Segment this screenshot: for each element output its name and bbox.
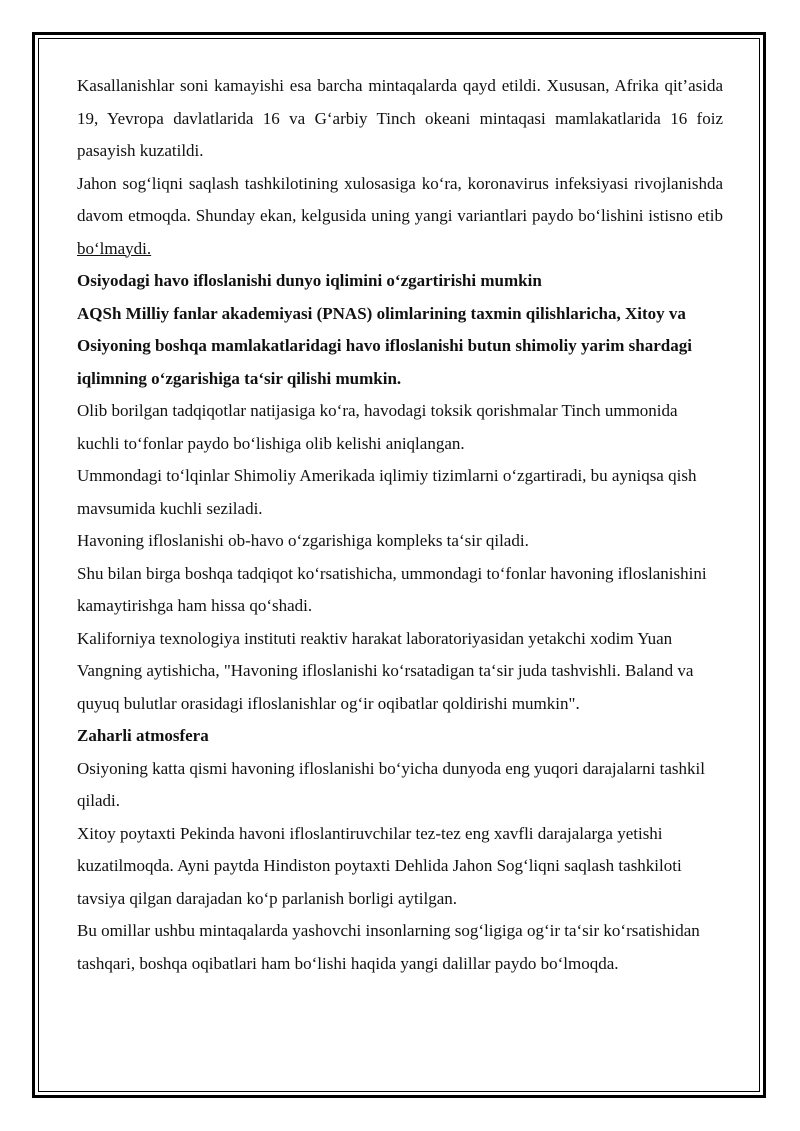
paragraph-asia-pollution: Osiyoning katta qismi havoning ifloslanishi bo‘yicha dunyoda eng yuqori darajalarni tashkil qiladi. [77, 758, 705, 810]
paragraph-research-results: Olib borilgan tadqiqotlar natijasiga ko‘ra, havodagi toksik qorishmalar Tinch ummonida kuchli to‘fonlar paydo bo‘lishiga olib kelishi aniqlangan. [77, 401, 678, 453]
paragraph-storms-reduce: Shu bilan birga boshqa tadqiqot ko‘rsatishicha, ummondagi to‘fonlar havoning ifloslanishini kamaytirishga ham hissa qo‘shadi. [77, 563, 707, 615]
paragraph-beijing-delhi: Xitoy poytaxti Pekinda havoni ifloslantiruvchilar tez-tez eng xavfli darajalarga yetishi kuzatilmoqda. Ayni paytda Hindiston poytaxti Dehlida Jahon Sog‘liqni saqlash tashkiloti tavsiya qilgan darajadan ko‘p parlanish borligi aytilgan. [77, 823, 682, 908]
paragraph-complex-effect: Havoning ifloslanishi ob-havo o‘zgarishiga kompleks ta‘sir qiladi. [77, 531, 529, 550]
article-lead: AQSh Milliy fanlar akademiyasi (PNAS) olimlarining taxmin qilishlaricha, Xitoy va Osiyoning boshqa mamlakatlaridagi havo ifloslanishi butun shimoliy yarim shardagi iqlimning o‘zgarishiga ta‘sir qilishi mumkin. [77, 303, 692, 388]
paragraph-ocean-waves: Ummondagi to‘lqinlar Shimoliy Amerikada iqlimiy tizimlarni o‘zgartiradi, bu ayniqsa qish mavsumida kuchli seziladi. [77, 466, 697, 518]
paragraph-who-conclusion-text: Jahon sog‘liqni saqlash tashkilotining xulosasiga ko‘ra, koronavirus infeksiyasi rivojlanishda davom etmoqda. Shunday ekan, kelgusida uning yangi variantlari paydo bo‘lishini istisno etib [77, 173, 723, 225]
section-heading: Zaharli atmosfera [77, 726, 209, 745]
paragraph-quote: Kaliforniya texnologiya instituti reaktiv harakat laboratoriyasidan yetakchi xodim Yuan Vangning aytishicha, "Havoning ifloslanishi ko‘rsatadigan ta‘sir juda tashvishli. Baland va quyuq bulutlar orasidagi ifloslanishlar og‘ir oqibatlar qoldirishi mumkin". [77, 628, 694, 713]
article-heading: Osiyodagi havo ifloslanishi dunyo iqlimini o‘zgartirishi mumkin [77, 271, 542, 290]
paragraph-health-effects: Bu omillar ushbu mintaqalarda yashovchi insonlarning sog‘ligiga og‘ir ta‘sir ko‘rsatishidan tashqari, boshqa oqibatlari ham bo‘lishi haqida yangi dalillar paydo bo‘lmoqda. [77, 921, 700, 973]
document-body [77, 70, 723, 980]
underlined-word: bo‘lmaydi. [77, 238, 152, 258]
paragraph-cases-decline: Kasallanishlar soni kamayishi esa barcha mintaqalarda qayd etildi. Xususan, Afrika qit’asida 19, Yevropa davlatlarida 16 va G‘arbiy Tinch okeani mintaqasi mamlakatlarida 16 foiz pasayish kuzatildi. [77, 76, 723, 160]
paragraph-who-conclusion [77, 168, 723, 266]
